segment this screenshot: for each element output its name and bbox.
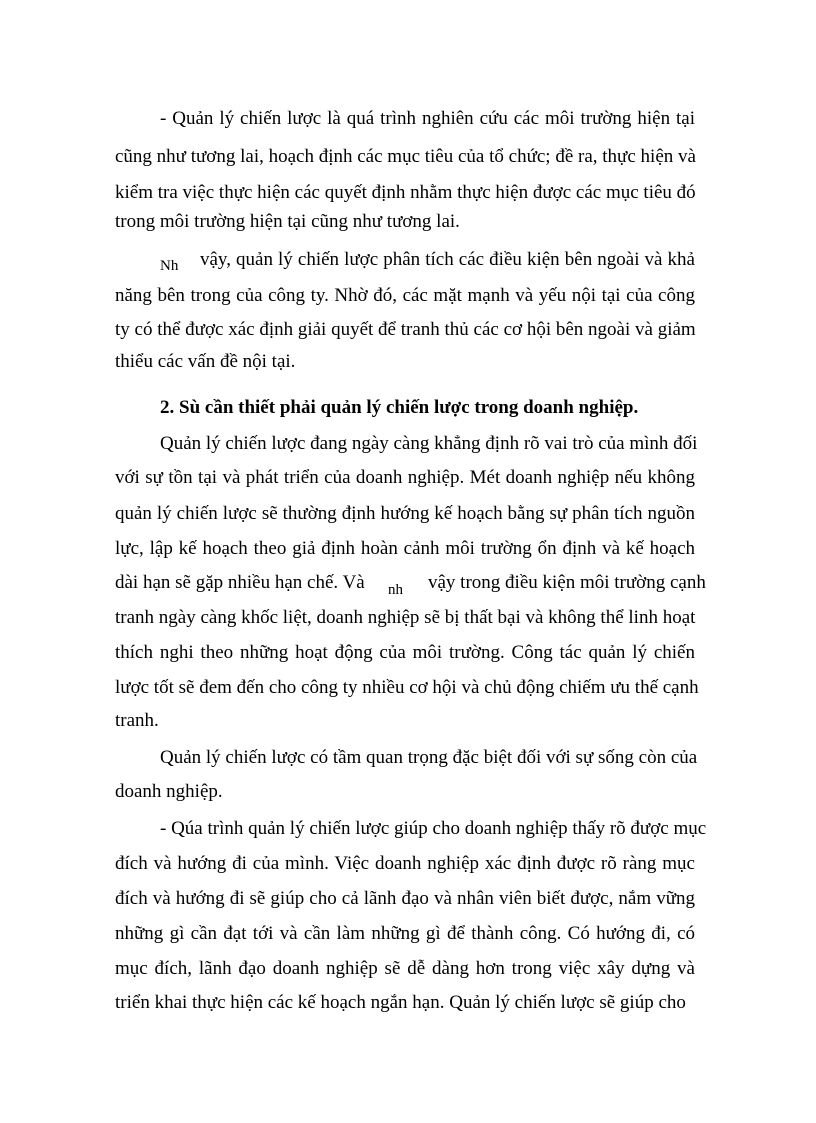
paragraph-5-line-2: đích và hướng đi của mình. Việc doanh nghiệp xác định được rõ ràng mục xyxy=(115,853,695,874)
paragraph-3-line-6: tranh ngày càng khốc liệt, doanh nghiệp sẽ bị thất bại và không thể linh hoạt xyxy=(115,607,696,628)
paragraph-4-line-1: Quản lý chiến lược có tầm quan trọng đặc biệt đối với sự sống còn của xyxy=(160,747,698,768)
paragraph-1-line-4: trong môi trường hiện tại cũng như tương lai. xyxy=(115,211,460,232)
paragraph-1-line-1: - Quản lý chiến lược là quá trình nghiên cứu các môi trường hiện tại xyxy=(160,108,695,129)
paragraph-5-line-1: - Qúa trình quản lý chiến lược giúp cho doanh nghiệp thấy rõ được mục xyxy=(160,818,707,839)
paragraph-1-line-2: cũng như tương lai, hoạch định các mục tiêu của tổ chức; đề ra, thực hiện và xyxy=(115,146,696,167)
paragraph-3-line-4: lực, lập kế hoạch theo giả định hoàn cảnh môi trường ổn định và kế hoạch xyxy=(115,538,695,559)
paragraph-3-line-8: lược tốt sẽ đem đến cho công ty nhiều cơ hội và chủ động chiếm ưu thế cạnh xyxy=(115,677,699,698)
paragraph-3-line-5a: dài hạn sẽ gặp nhiều hạn chế. Và xyxy=(115,572,365,593)
paragraph-3-line-7: thích nghi theo những hoạt động của môi trường. Công tác quản lý chiến xyxy=(115,642,695,663)
paragraph-2-line-3: ty có thể được xác định giải quyết để tranh thủ các cơ hội bên ngoài và giảm xyxy=(115,319,696,340)
paragraph-3-line-1: Quản lý chiến lược đang ngày càng khẳng định rõ vai trò của mình đối xyxy=(160,433,698,454)
paragraph-5-line-6: triển khai thực hiện các kế hoạch ngắn hạn. Quản lý chiến lược sẽ giúp cho xyxy=(115,992,686,1013)
paragraph-2-line-1: vậy, quản lý chiến lược phân tích các điều kiện bên ngoài và khả xyxy=(200,249,695,270)
paragraph-3-line-2: với sự tồn tại và phát triển của doanh nghiệp. Mét doanh nghiệp nếu không xyxy=(115,467,695,488)
paragraph-2-line-2: năng bên trong của công ty. Nhờ đó, các mặt mạnh và yếu nội tại của công xyxy=(115,285,695,306)
paragraph-3-inline-fragment: nh xyxy=(388,582,403,598)
paragraph-1-line-3: kiểm tra việc thực hiện các quyết định nhằm thực hiện được các mục tiêu đó xyxy=(115,182,696,203)
paragraph-5-line-3: đích và hướng đi sẽ giúp cho cả lãnh đạo và nhân viên biết được, nắm vững xyxy=(115,888,695,909)
paragraph-2-lead-fragment: Nh xyxy=(160,258,179,274)
paragraph-3-line-5b: vậy trong điều kiện môi trường cạnh xyxy=(428,572,706,593)
paragraph-5-line-5: mục đích, lãnh đạo doanh nghiệp sẽ dễ dàng hơn trong việc xây dựng và xyxy=(115,958,695,979)
paragraph-5-line-4: những gì cần đạt tới và cần làm những gì để thành công. Có hướng đi, có xyxy=(115,923,695,944)
paragraph-3-line-3: quản lý chiến lược sẽ thường định hướng kế hoạch bằng sự phân tích nguồn xyxy=(115,503,695,524)
paragraph-3-line-9: tranh. xyxy=(115,710,159,731)
section-heading: 2. Sù cần thiết phải quản lý chiến lược trong doanh nghiệp. xyxy=(160,397,639,418)
paragraph-2-line-4: thiểu các vấn đề nội tại. xyxy=(115,351,296,372)
paragraph-4-line-2: doanh nghiệp. xyxy=(115,781,223,802)
